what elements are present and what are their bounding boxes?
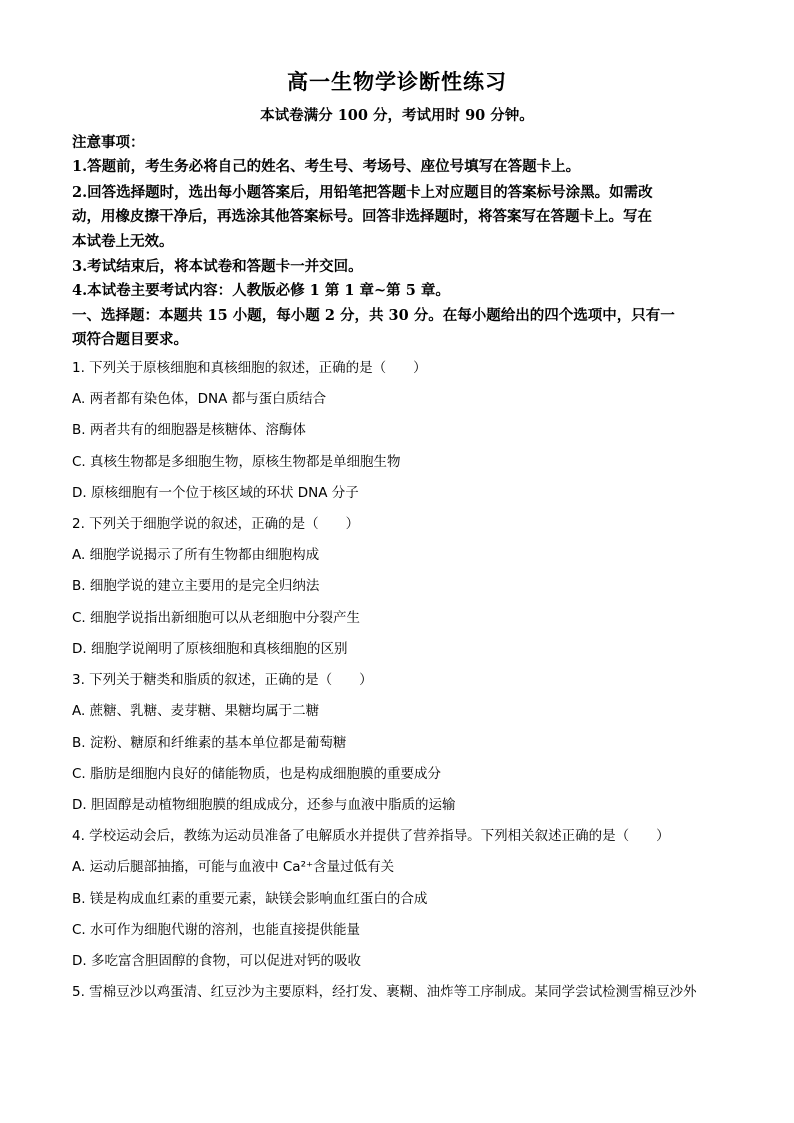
section-heading-line-1: 一、选择题：本题共 15 小题，每小题 2 分，共 30 分。在每小题给出的四个选项中，只有一 — [72, 307, 675, 324]
question-3-option-c: C. 脂肪是细胞内良好的储能物质，也是构成细胞膜的重要成分 — [72, 766, 442, 782]
question-2-stem: 2. 下列关于细胞学说的叙述，正确的是（ ） — [72, 516, 360, 532]
section-heading-line-2: 项符合题目要求。 — [72, 331, 188, 348]
question-1-option-d: D. 原核细胞有一个位于核区域的环状 DNA 分子 — [72, 485, 359, 501]
question-5-stem: 5. 雪棉豆沙以鸡蛋清、红豆沙为主要原料，经打发、裹糊、油炸等工序制成。某同学尝试检测雪棉豆沙外 — [72, 984, 697, 1000]
question-2-option-c: C. 细胞学说指出新细胞可以从老细胞中分裂产生 — [72, 610, 361, 626]
question-1-option-a: A. 两者都有染色体，DNA 都与蛋白质结合 — [72, 391, 327, 407]
question-4-option-a: A. 运动后腿部抽搐，可能与血液中 Ca²⁺含量过低有关 — [72, 859, 395, 875]
note-line-3: 动，用橡皮擦干净后，再选涂其他答案标号。回答非选择题时，将答案写在答题卡上。写在 — [72, 208, 652, 225]
note-line-5: 3.考试结束后，将本试卷和答题卡一并交回。 — [72, 258, 363, 275]
exam-info: 本试卷满分 100 分，考试用时 90 分钟。 — [260, 107, 534, 124]
note-line-6: 4.本试卷主要考试内容：人教版必修 1 第 1 章~第 5 章。 — [72, 282, 450, 299]
page-title: 高一生物学诊断性练习 — [287, 70, 507, 94]
note-line-4: 本试卷上无效。 — [72, 233, 174, 250]
question-4-option-d: D. 多吃富含胆固醇的食物，可以促进对钙的吸收 — [72, 953, 361, 969]
note-line-2: 2.回答选择题时，选出每小题答案后，用铅笔把答题卡上对应题目的答案标号涂黑。如需改 — [72, 184, 653, 201]
question-2-option-a: A. 细胞学说揭示了所有生物都由细胞构成 — [72, 547, 320, 563]
question-1-option-b: B. 两者共有的细胞器是核糖体、溶酶体 — [72, 422, 306, 438]
question-3-option-b: B. 淀粉、糖原和纤维素的基本单位都是葡萄糖 — [72, 735, 347, 751]
question-4-stem: 4. 学校运动会后，教练为运动员准备了电解质水并提供了营养指导。下列相关叙述正确的是（ ） — [72, 828, 670, 844]
question-2-option-d: D. 细胞学说阐明了原核细胞和真核细胞的区别 — [72, 641, 348, 657]
question-3-stem: 3. 下列关于糖类和脂质的叙述，正确的是（ ） — [72, 672, 373, 688]
question-3-option-d: D. 胆固醇是动植物细胞膜的组成成分，还参与血液中脂质的运输 — [72, 797, 456, 813]
notes-heading: 注意事项： — [72, 134, 145, 151]
question-3-option-a: A. 蔗糖、乳糖、麦芽糖、果糖均属于二糖 — [72, 703, 320, 719]
question-1-stem: 1. 下列关于原核细胞和真核细胞的叙述，正确的是（ ） — [72, 360, 427, 376]
question-4-option-b: B. 镁是构成血红素的重要元素，缺镁会影响血红蛋白的合成 — [72, 891, 428, 907]
question-4-option-c: C. 水可作为细胞代谢的溶剂，也能直接提供能量 — [72, 922, 361, 938]
question-2-option-b: B. 细胞学说的建立主要用的是完全归纳法 — [72, 578, 320, 594]
note-line-1: 1.答题前，考生务必将自己的姓名、考生号、考场号、座位号填写在答题卡上。 — [72, 158, 581, 175]
question-1-option-c: C. 真核生物都是多细胞生物，原核生物都是单细胞生物 — [72, 454, 401, 470]
